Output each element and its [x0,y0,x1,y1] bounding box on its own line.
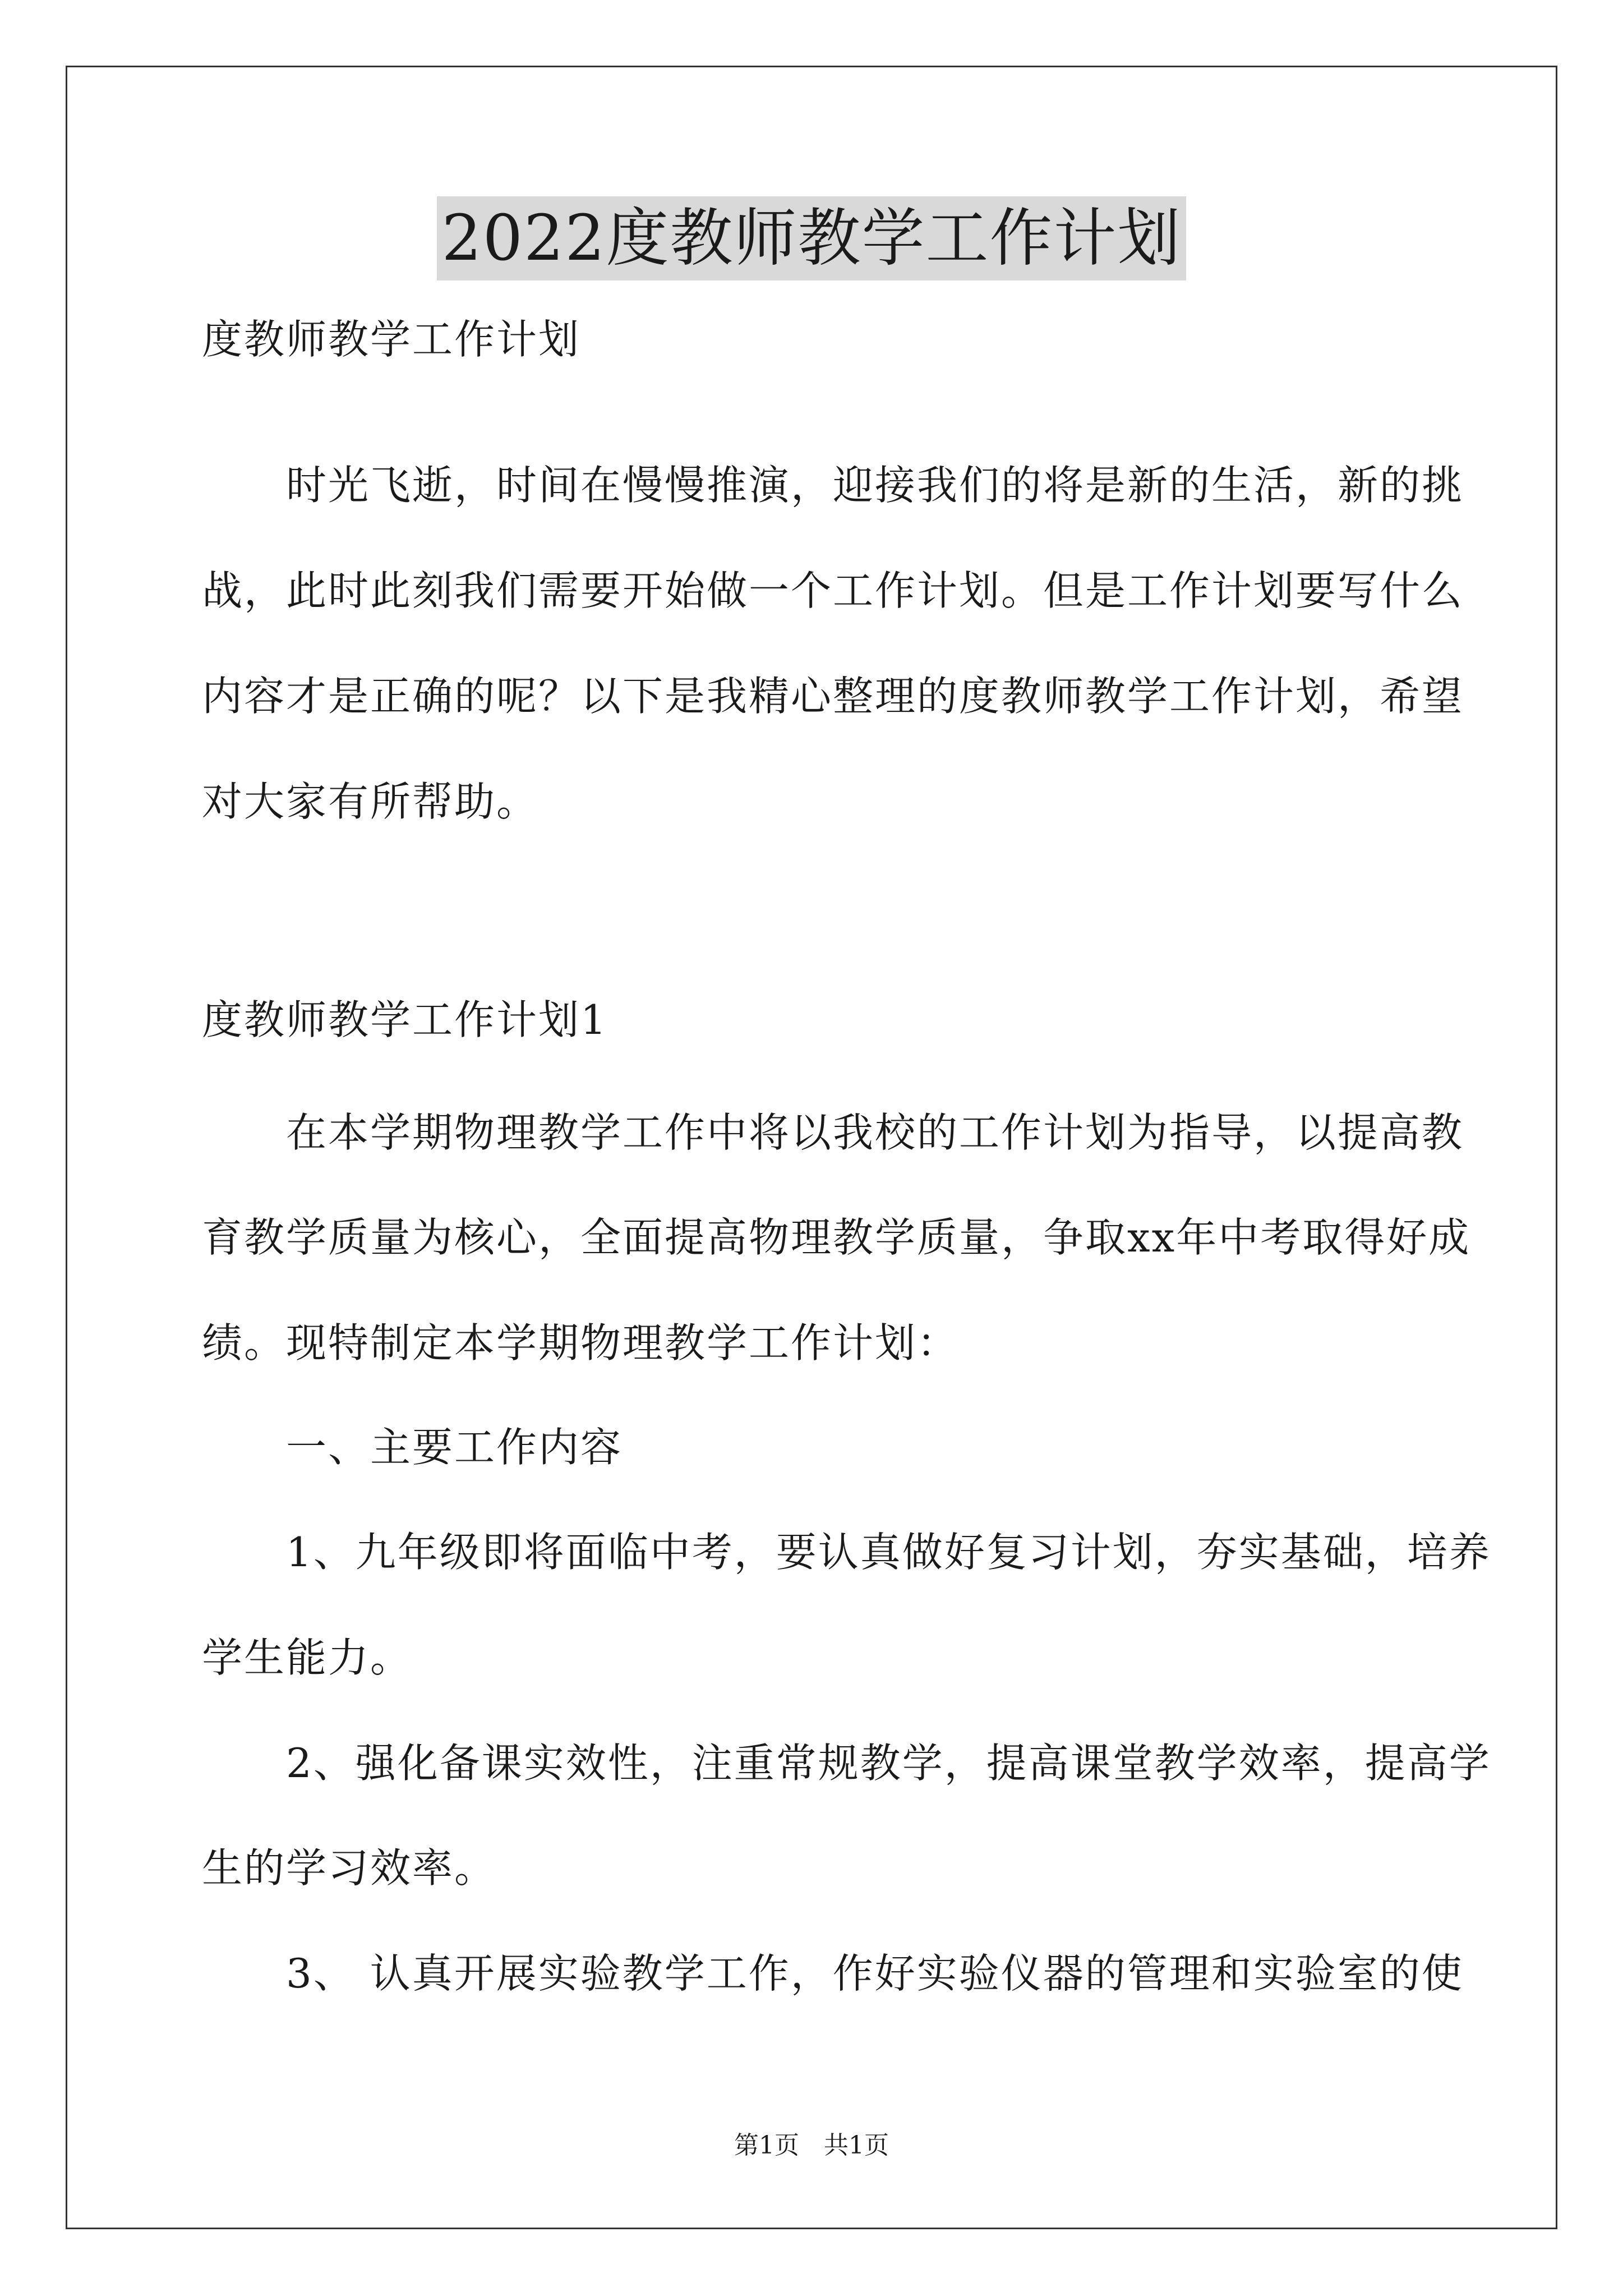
text-line: 3、 认真开展实验教学工作，作好实验仪器的管理和实验室的使 [202,1950,1464,1997]
title-container [0,196,1623,280]
text-line: 时光飞逝，时间在慢慢推演，迎接我们的将是新的生活，新的挑 [202,462,1464,509]
text-line: 育教学质量为核心，全面提高物理教学质量，争取xx年中考取得好成 [202,1214,1471,1261]
document-title: 2022度教师教学工作计划 [437,196,1186,280]
text-line: 度教师教学工作计划1 [202,996,608,1043]
text-line: 一、主要工作内容 [202,1424,623,1471]
text-line: 学生能力。 [202,1634,413,1681]
page-footer: 第1页 共1页 [734,2131,889,2160]
text-line: 绩。现特制定本学期物理教学工作计划： [202,1319,960,1366]
text-line: 对大家有所帮助。 [202,778,539,825]
text-line: 度教师教学工作计划 [202,316,581,363]
text-line: 生的学习效率。 [202,1844,497,1892]
text-line: 在本学期物理教学工作中将以我校的工作计划为指导，以提高教 [202,1109,1464,1156]
text-line: 内容才是正确的呢？以下是我精心整理的度教师教学工作计划，希望 [202,673,1464,720]
text-line: 2、强化备课实效性，注重常规教学，提高课堂教学效率，提高学 [202,1740,1491,1787]
text-line: 战，此时此刻我们需要开始做一个工作计划。但是工作计划要写什么 [202,567,1464,614]
text-line: 1、九年级即将面临中考，要认真做好复习计划，夯实基础，培养 [202,1529,1491,1576]
